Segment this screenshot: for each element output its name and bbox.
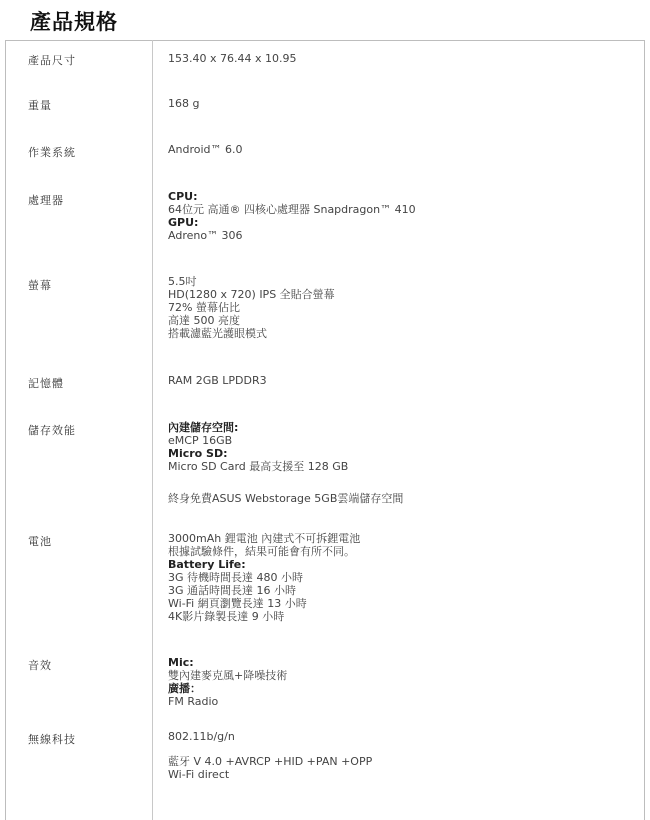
spec-label-processor: 處理器 (28, 194, 64, 207)
memory-text: RAM 2GB LPDDR3 (168, 374, 267, 387)
spec-value-audio (168, 656, 628, 708)
battery-life-line: 3G 待機時間長達 480 小時 (168, 571, 304, 584)
internal-storage-heading: 內建儲存空間: (168, 421, 239, 434)
broadcast-heading: 廣播： (168, 682, 201, 695)
spec-value-dimensions (168, 52, 628, 65)
gpu-text: Adreno™ 306 (168, 229, 243, 242)
spec-label-weight: 重量 (28, 99, 52, 112)
column-divider (152, 40, 153, 820)
battery-line: 3000mAh 鋰電池 內建式不可拆鋰電池 (168, 532, 361, 545)
battery-life-line: 4K影片錄製長達 9 小時 (168, 610, 285, 623)
internal-storage-text: eMCP 16GB (168, 434, 233, 447)
spec-value-storage (168, 421, 628, 505)
spec-value-display (168, 275, 628, 340)
cpu-heading: CPU: (168, 190, 198, 203)
spec-value-processor (168, 190, 628, 242)
microsd-heading: Micro SD: (168, 447, 228, 460)
cpu-text: 64位元 高通® 四核心處理器 Snapdragon™ 410 (168, 203, 416, 216)
mic-text: 雙內建麥克風+降噪技術 (168, 669, 288, 682)
spec-label-display: 螢幕 (28, 279, 52, 292)
cloud-storage-text: 終身免費ASUS Webstorage 5GB雲端儲存空間 (168, 492, 404, 505)
spec-label-memory: 記憶體 (28, 377, 64, 390)
weight-text: 168 g (168, 97, 200, 110)
spec-value-os (168, 143, 628, 156)
battery-life-heading: Battery Life: (168, 558, 246, 571)
display-line: 搭載濾藍光護眼模式 (168, 327, 267, 340)
spec-label-dimensions: 產品尺寸 (28, 54, 76, 67)
gpu-heading: GPU: (168, 216, 199, 229)
spec-label-audio: 音效 (28, 659, 52, 672)
wifi-text: 802.11b/g/n (168, 730, 235, 743)
spec-value-battery (168, 532, 628, 623)
spec-label-os: 作業系統 (28, 146, 76, 159)
battery-life-line: Wi-Fi 網頁瀏覽長達 13 小時 (168, 597, 307, 610)
spec-value-wireless (168, 730, 628, 781)
broadcast-text: FM Radio (168, 695, 219, 708)
battery-life-line: 3G 通話時間長達 16 小時 (168, 584, 297, 597)
display-line: 5.5吋 (168, 275, 197, 288)
page-title: 產品規格 (30, 10, 118, 34)
microsd-text: Micro SD Card 最高支援至 128 GB (168, 460, 349, 473)
display-line: HD(1280 x 720) IPS 全貼合螢幕 (168, 288, 335, 301)
spec-label-storage: 儲存效能 (28, 424, 76, 437)
display-line: 高達 500 亮度 (168, 314, 240, 327)
spec-label-wireless: 無線科技 (28, 733, 76, 746)
dimensions-text: 153.40 x 76.44 x 10.95 (168, 52, 297, 65)
bluetooth-text: 藍牙 V 4.0 +AVRCP +HID +PAN +OPP (168, 755, 373, 768)
spec-label-battery: 電池 (28, 535, 52, 548)
battery-line: 根據試驗條件，結果可能會有所不同。 (168, 545, 355, 558)
spec-value-weight (168, 97, 628, 110)
display-line: 72% 螢幕佔比 (168, 301, 240, 314)
mic-heading: Mic: (168, 656, 194, 669)
wifi-direct-text: Wi-Fi direct (168, 768, 230, 781)
spec-value-memory (168, 374, 628, 387)
os-text: Android™ 6.0 (168, 143, 243, 156)
spacer (168, 473, 628, 486)
